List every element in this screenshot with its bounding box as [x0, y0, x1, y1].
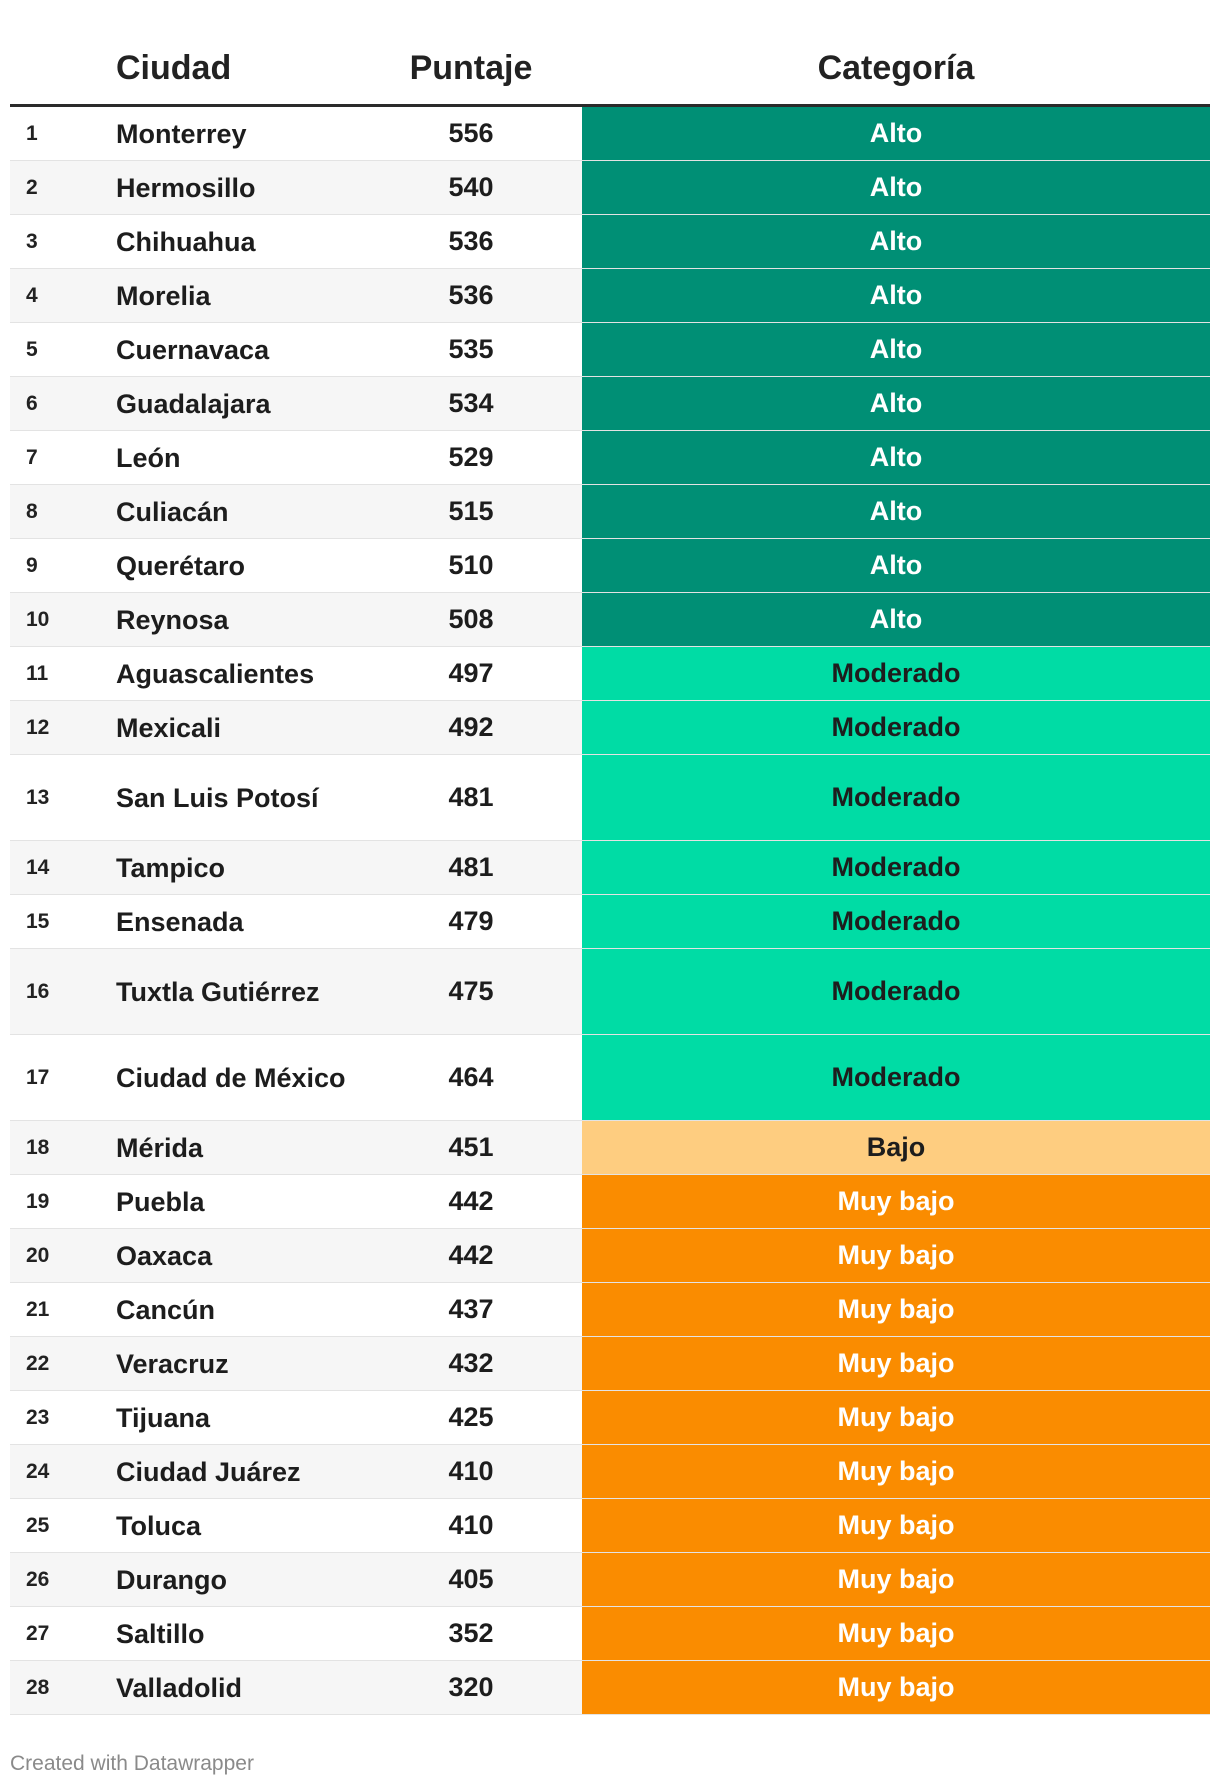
rank-cell: 4 [26, 283, 38, 307]
rank-cell: 13 [26, 785, 50, 809]
rank-cell: 12 [26, 715, 50, 739]
city-cell: Culiacán [116, 496, 229, 527]
rank-cell: 8 [26, 499, 38, 523]
city-cell: Reynosa [116, 604, 229, 635]
category-cell: Muy bajo [582, 1661, 1210, 1714]
category-cell: Alto [582, 107, 1210, 160]
city-cell: San Luis Potosí [116, 782, 319, 813]
footer-credit: Created with Datawrapper [10, 1752, 254, 1775]
city-cell: Mérida [116, 1132, 204, 1163]
category-cell: Muy bajo [582, 1229, 1210, 1282]
city-cell: Tijuana [116, 1402, 211, 1433]
city-cell: Guadalajara [116, 388, 271, 419]
table-row [10, 1175, 1210, 1229]
category-cell: Muy bajo [582, 1445, 1210, 1498]
table-row [10, 593, 1210, 647]
city-cell: Tampico [116, 852, 226, 883]
column-header-score[interactable]: Puntaje [409, 49, 533, 87]
table-row [10, 485, 1210, 539]
score-cell: 540 [448, 172, 494, 202]
city-cell: Ciudad Juárez [116, 1456, 301, 1487]
category-cell: Muy bajo [582, 1175, 1210, 1228]
score-cell: 556 [448, 118, 494, 148]
score-cell: 475 [448, 976, 494, 1006]
category-cell: Alto [582, 377, 1210, 430]
category-cell: Moderado [582, 949, 1210, 1034]
table-row [10, 1391, 1210, 1445]
city-cell: Tuxtla Gutiérrez [116, 976, 320, 1007]
score-cell: 535 [448, 334, 494, 364]
table-row [10, 377, 1210, 431]
city-cell: Mexicali [116, 712, 222, 743]
rank-cell: 27 [26, 1621, 50, 1645]
rank-cell: 2 [26, 175, 38, 199]
score-cell: 352 [448, 1618, 494, 1648]
city-cell: Oaxaca [116, 1240, 213, 1271]
category-cell: Alto [582, 593, 1210, 646]
score-cell: 515 [448, 496, 494, 526]
rank-cell: 19 [26, 1189, 50, 1213]
table-row [10, 1661, 1210, 1715]
table-row [10, 1035, 1210, 1121]
category-cell: Muy bajo [582, 1607, 1210, 1660]
rank-cell: 17 [26, 1065, 50, 1089]
city-cell: Toluca [116, 1510, 202, 1541]
city-cell: Saltillo [116, 1618, 205, 1649]
rank-cell: 23 [26, 1405, 50, 1429]
category-cell: Moderado [582, 755, 1210, 840]
category-cell: Alto [582, 215, 1210, 268]
table-row [10, 1121, 1210, 1175]
rank-cell: 5 [26, 337, 38, 361]
category-cell: Moderado [582, 841, 1210, 894]
table-row [10, 161, 1210, 215]
city-cell: Durango [116, 1564, 227, 1595]
rank-cell: 9 [26, 553, 38, 577]
city-cell: Monterrey [116, 118, 247, 149]
category-cell: Alto [582, 161, 1210, 214]
table-row [10, 539, 1210, 593]
rank-cell: 7 [26, 445, 38, 469]
category-cell: Alto [582, 269, 1210, 322]
score-cell: 529 [448, 442, 494, 472]
score-cell: 410 [448, 1510, 494, 1540]
score-cell: 534 [448, 388, 494, 418]
city-cell: Valladolid [116, 1672, 243, 1703]
score-cell: 442 [448, 1240, 494, 1270]
rank-cell: 1 [26, 121, 38, 145]
table-row [10, 1553, 1210, 1607]
table-row [10, 1445, 1210, 1499]
score-cell: 405 [448, 1564, 494, 1594]
score-cell: 508 [448, 604, 494, 634]
rank-cell: 22 [26, 1351, 50, 1375]
column-header-city[interactable]: Ciudad [116, 49, 232, 87]
table-row [10, 1283, 1210, 1337]
city-cell: Aguascalientes [116, 658, 315, 689]
table-row [10, 755, 1210, 841]
score-cell: 481 [448, 852, 494, 882]
category-cell: Muy bajo [582, 1553, 1210, 1606]
category-cell: Moderado [582, 701, 1210, 754]
score-cell: 410 [448, 1456, 494, 1486]
category-cell: Muy bajo [582, 1337, 1210, 1390]
table-row [10, 323, 1210, 377]
score-cell: 492 [448, 712, 494, 742]
category-cell: Moderado [582, 895, 1210, 948]
table-row [10, 107, 1210, 161]
category-cell: Moderado [582, 1035, 1210, 1120]
city-cell: Cuernavaca [116, 334, 270, 365]
city-cell: Hermosillo [116, 172, 256, 203]
score-cell: 432 [448, 1348, 494, 1378]
score-cell: 451 [448, 1132, 494, 1162]
rank-cell: 20 [26, 1243, 50, 1267]
city-cell: Veracruz [116, 1348, 229, 1379]
table-header [10, 0, 1210, 107]
column-header-category[interactable]: Categoría [817, 49, 975, 87]
score-cell: 510 [448, 550, 494, 580]
score-cell: 497 [448, 658, 494, 688]
table-row [10, 1499, 1210, 1553]
table-row [10, 841, 1210, 895]
rank-cell: 6 [26, 391, 38, 415]
table-row [10, 215, 1210, 269]
table-row [10, 1229, 1210, 1283]
category-cell: Moderado [582, 647, 1210, 700]
table-row [10, 1607, 1210, 1661]
rank-cell: 18 [26, 1135, 50, 1159]
score-cell: 425 [448, 1402, 494, 1432]
rank-cell: 11 [26, 661, 49, 685]
rank-cell: 21 [26, 1297, 50, 1321]
table-row [10, 701, 1210, 755]
score-cell: 464 [448, 1062, 494, 1092]
city-cell: Puebla [116, 1186, 205, 1217]
city-cell: Querétaro [116, 550, 246, 581]
rank-cell: 24 [26, 1459, 50, 1483]
category-cell: Muy bajo [582, 1499, 1210, 1552]
score-cell: 479 [448, 906, 494, 936]
city-cell: Chihuahua [116, 226, 256, 257]
table-row [10, 269, 1210, 323]
rank-cell: 25 [26, 1513, 50, 1537]
table-row [10, 647, 1210, 701]
city-cell: Morelia [116, 280, 211, 311]
city-cell: Ciudad de México [116, 1062, 346, 1093]
rank-cell: 14 [26, 855, 50, 879]
score-cell: 536 [448, 280, 494, 310]
score-cell: 481 [448, 782, 494, 812]
category-cell: Alto [582, 431, 1210, 484]
table-row [10, 949, 1210, 1035]
category-cell: Alto [582, 323, 1210, 376]
city-cell: Cancún [116, 1294, 216, 1325]
rank-cell: 16 [26, 979, 50, 1003]
score-cell: 536 [448, 226, 494, 256]
rank-cell: 26 [26, 1567, 50, 1591]
score-cell: 437 [448, 1294, 494, 1324]
score-cell: 442 [448, 1186, 494, 1216]
table-row [10, 1337, 1210, 1391]
table-row [10, 431, 1210, 485]
rank-cell: 3 [26, 229, 38, 253]
city-cell: León [116, 442, 181, 473]
ranking-table [10, 0, 1210, 1715]
category-cell: Muy bajo [582, 1391, 1210, 1444]
category-cell: Alto [582, 485, 1210, 538]
category-cell: Muy bajo [582, 1283, 1210, 1336]
rank-cell: 28 [26, 1675, 50, 1699]
rank-cell: 15 [26, 909, 50, 933]
rank-cell: 10 [26, 607, 50, 631]
category-cell: Bajo [582, 1121, 1210, 1174]
table-body [10, 107, 1210, 1715]
score-cell: 320 [448, 1672, 494, 1702]
category-cell: Alto [582, 539, 1210, 592]
city-cell: Ensenada [116, 906, 244, 937]
table-row [10, 895, 1210, 949]
